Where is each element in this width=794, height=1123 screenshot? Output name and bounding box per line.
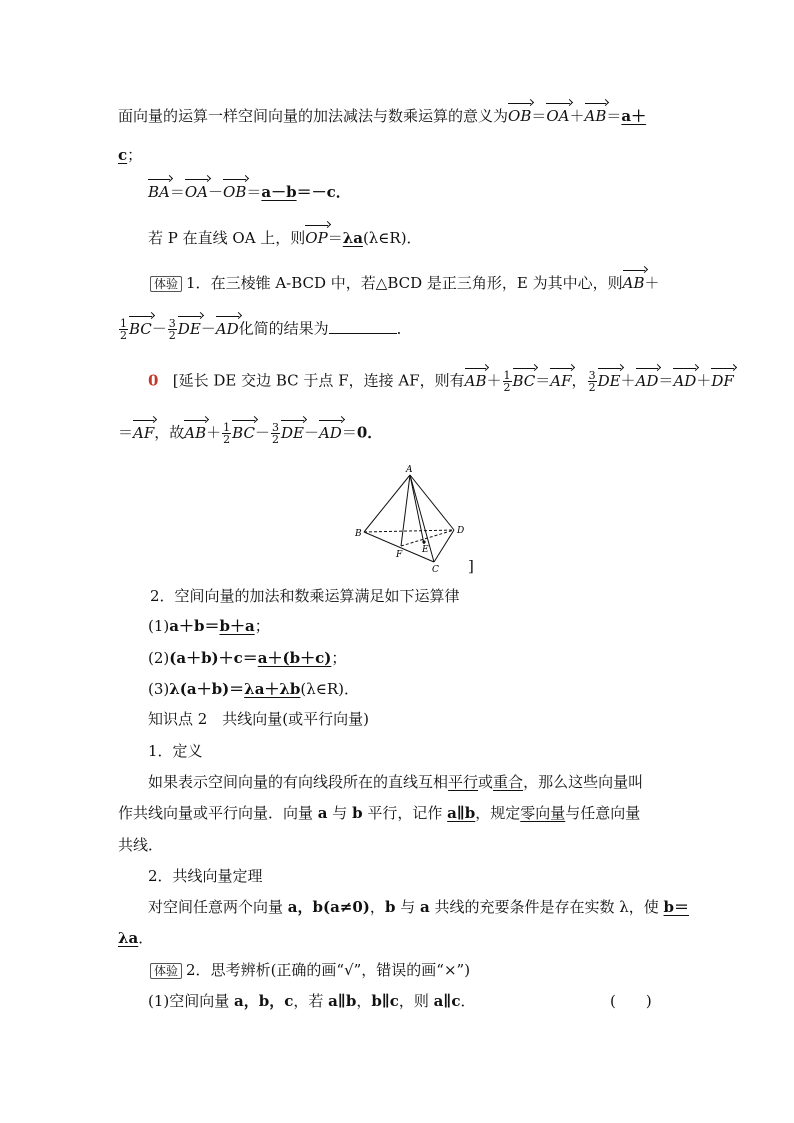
vector-BC: BC bbox=[129, 319, 152, 338]
vector-DF: DF bbox=[711, 371, 734, 390]
vertex-label-D: D bbox=[457, 526, 465, 536]
vector-AB: AB bbox=[184, 423, 207, 442]
vector-DE: DE bbox=[177, 319, 201, 338]
answer-fill: b＋a bbox=[219, 617, 255, 635]
exp1-solution-line-2: ＝AF，故AB＋ $\frac{1}{2}$ BC－ $\frac{3}{2}$ DE－AD＝0． bbox=[118, 421, 383, 446]
definition-para-1: 如果表示空间向量的有向线段所在的直线互相平行或重合，那么这些向量叫 bbox=[148, 773, 644, 791]
vector-BC: BC bbox=[512, 371, 536, 390]
vertex-label-E: E bbox=[422, 545, 429, 555]
exp1-solution-line-1: 0 [延长 DE 交边 BC 于点 F，连接 AF，则有AB＋ $\frac{1}{2}$ BC＝AF， $\frac{3}{2}$ DE＋AD＝AD＋DF bbox=[148, 369, 734, 394]
vector-BC: BC bbox=[232, 423, 255, 442]
definition-title: 1．定义 bbox=[148, 742, 203, 760]
vector-AF: AF bbox=[550, 371, 572, 390]
vector-AD: AD bbox=[635, 371, 659, 390]
fraction: $\frac{3}{2}$ bbox=[588, 369, 596, 394]
answer-fill: λa＋λb bbox=[244, 680, 301, 698]
answer-fill: λa bbox=[118, 929, 139, 947]
vector-DE: DE bbox=[597, 371, 621, 390]
vertex-label-F: F bbox=[396, 550, 403, 560]
answer-value: 0 bbox=[148, 371, 159, 390]
vertex-label-C: C bbox=[432, 565, 439, 574]
tetrahedron-figure bbox=[350, 462, 480, 574]
answer-fill: b＝ bbox=[663, 898, 690, 916]
vector-AB: AB bbox=[622, 274, 645, 292]
intro-line-1: 面向量的运算一样空间向量的加法减法与数乘运算的意义为OB＝OA＋AB＝a＋ bbox=[118, 107, 647, 125]
vector-OA: OA bbox=[546, 107, 570, 125]
law-3: (3)λ(a＋b)＝λa＋λb(λ∈R)． bbox=[148, 680, 360, 698]
fraction: $\frac{1}{2}$ bbox=[503, 369, 511, 394]
exp1-question-line-1: 体验 1．在三棱锥 A-BCD 中，若△BCD 是正三角形，E 为其中心，则AB＋ bbox=[150, 273, 660, 293]
exp-badge: 体验 bbox=[150, 963, 182, 979]
vector-AF: AF bbox=[133, 423, 155, 442]
fraction: $\frac{3}{2}$ bbox=[168, 317, 176, 342]
vertex-label-B: B bbox=[355, 529, 362, 539]
exp2-item-1: (1)空间向量 a，b，c，若 a∥b，b∥c，则 a∥c． bbox=[148, 992, 476, 1010]
vector-AD: AD bbox=[318, 423, 342, 442]
answer-fill: a＋(b＋c) bbox=[257, 649, 332, 667]
exp-badge: 体验 bbox=[150, 276, 182, 292]
vector-AD: AD bbox=[673, 371, 697, 390]
vector-OB: OB bbox=[223, 183, 247, 201]
law-2: (2)(a＋b)＋c＝a＋(b＋c)； bbox=[148, 649, 347, 667]
vector-OB: OB bbox=[508, 107, 532, 125]
vector-AB: AB bbox=[464, 371, 487, 390]
answer-blank bbox=[329, 319, 397, 334]
vector-OA: OA bbox=[184, 183, 209, 201]
exp2-title-line: 体验 2．思考辨析(正确的画“√”，错误的画“×”) bbox=[150, 960, 470, 980]
answer-fill: a＋ bbox=[621, 107, 647, 125]
fraction: $\frac{1}{2}$ bbox=[120, 317, 127, 342]
answer-fill: c bbox=[118, 146, 128, 164]
fraction: $\frac{3}{2}$ bbox=[271, 421, 279, 446]
vector-AB: AB bbox=[584, 107, 607, 125]
answer-fill: λa bbox=[342, 229, 363, 247]
exp1-question-line-2: $\frac{1}{2}$ BC－ $\frac{3}{2}$ DE－AD化简的结果为 ． bbox=[120, 317, 412, 342]
answer-fill: a∥b bbox=[447, 804, 476, 822]
answer-paren[interactable]: ( ) bbox=[610, 992, 652, 1010]
intro-line-3: BA＝OA－OB＝a－b＝－c． bbox=[148, 183, 351, 201]
definition-para-3: 共线． bbox=[118, 836, 164, 854]
theorem-title: 2．共线向量定理 bbox=[148, 867, 263, 885]
intro-line-4: 若 P 在直线 OA 上，则OP＝λa(λ∈R)． bbox=[148, 229, 422, 247]
vector-OP: OP bbox=[305, 229, 328, 247]
solution-close-bracket: ] bbox=[468, 557, 474, 575]
vector-BA: BA bbox=[148, 183, 170, 201]
theorem-para-2: λa． bbox=[118, 929, 154, 947]
definition-para-2: 作共线向量或平行向量．向量 a 与 b 平行，记作 a∥b，规定零向量与任意向量 bbox=[118, 804, 641, 822]
knowledge2-title: 知识点 2 共线向量(或平行向量) bbox=[148, 710, 370, 728]
vector-DE: DE bbox=[280, 423, 304, 442]
section2-title: 2．空间向量的加法和数乘运算满足如下运算律 bbox=[150, 587, 460, 605]
vector-AD: AD bbox=[215, 319, 239, 338]
law-1: (1)a＋b＝b＋a； bbox=[148, 617, 270, 635]
answer-fill: a－b bbox=[261, 183, 297, 201]
fraction: $\frac{1}{2}$ bbox=[223, 421, 231, 446]
theorem-para-1: 对空间任意两个向量 a，b(a≠0)，b 与 a 共线的充要条件是存在实数 λ，使 b＝ bbox=[148, 898, 690, 916]
intro-line-2: c； bbox=[118, 146, 143, 164]
vertex-label-A: A bbox=[406, 465, 413, 475]
